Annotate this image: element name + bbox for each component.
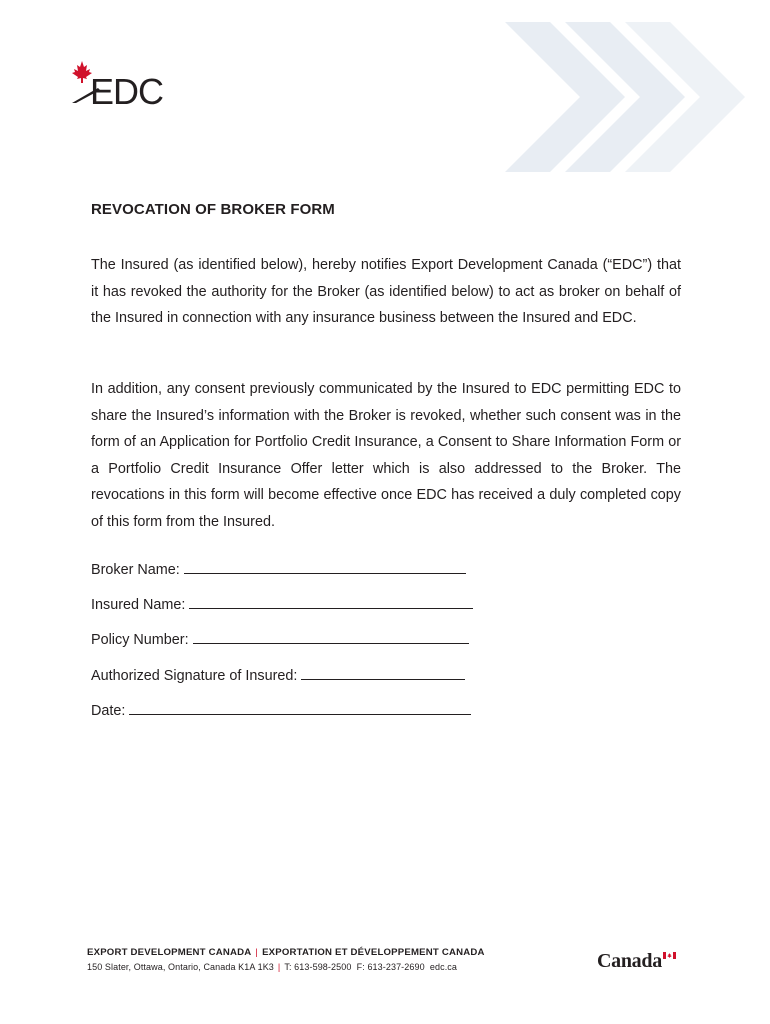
footer-org-en: EXPORT DEVELOPMENT CANADA bbox=[87, 947, 252, 958]
broker-name-label: Broker Name: bbox=[91, 562, 180, 578]
broker-name-field bbox=[91, 561, 466, 578]
edc-logo bbox=[68, 58, 193, 110]
logo-text: EDC bbox=[90, 71, 164, 110]
policy-number-field bbox=[91, 631, 469, 648]
footer-org-fr: EXPORTATION ET DÉVELOPPEMENT CANADA bbox=[262, 947, 485, 958]
policy-number-line[interactable] bbox=[193, 631, 469, 644]
policy-number-label: Policy Number: bbox=[91, 632, 189, 648]
form-title: REVOCATION OF BROKER FORM bbox=[91, 201, 335, 218]
authorized-signature-label: Authorized Signature of Insured: bbox=[91, 668, 298, 684]
paragraph-notice: The Insured (as identified below), hereby notifies Export Development Canada (“EDC”) that it has revoked the authority for the Broker (as identified below) to act as broker on behalf of the Insured in connection with any insurance business between the Insured and EDC. bbox=[91, 257, 681, 327]
footer-separator-2: | bbox=[277, 962, 281, 972]
insured-name-field bbox=[91, 596, 473, 613]
date-field bbox=[91, 702, 471, 719]
footer-fax: F: 613-237-2690 bbox=[356, 962, 425, 972]
authorized-signature-line[interactable] bbox=[301, 667, 465, 680]
footer-website[interactable]: edc.ca bbox=[429, 962, 458, 972]
broker-name-line[interactable] bbox=[184, 561, 466, 574]
date-line[interactable] bbox=[129, 702, 471, 715]
footer-contact bbox=[87, 962, 457, 972]
chevron-arrows-icon bbox=[505, 22, 755, 172]
canada-flag-icon bbox=[663, 952, 676, 959]
footer-phone: T: 613-598-2500 bbox=[284, 962, 352, 972]
footer-address: 150 Slater, Ottawa, Ontario, Canada K1A 1K3 bbox=[87, 962, 274, 972]
canada-wordmark-text: Canada bbox=[597, 950, 662, 972]
paragraph-consent: In addition, any consent previously communicated by the Insured to EDC permitting EDC to share the Insured’s information with the Broker is revoked, whether such consent was in the form of an Application for Portfolio Credit Insurance, a Consent to Share Information Form or a Portfolio Credit Insurance Offer letter which is also addressed to the Broker. The revocations in this form will become effective once EDC has received a duly completed copy of this form from the Insured. bbox=[91, 381, 681, 530]
date-label: Date: bbox=[91, 703, 126, 719]
maple-leaf-icon bbox=[72, 61, 92, 83]
authorized-signature-field bbox=[91, 667, 465, 684]
footer-org-names bbox=[87, 947, 485, 958]
canada-wordmark bbox=[597, 950, 662, 973]
insured-name-label: Insured Name: bbox=[91, 597, 186, 613]
insured-name-line[interactable] bbox=[189, 596, 473, 609]
footer-separator: | bbox=[255, 947, 259, 958]
